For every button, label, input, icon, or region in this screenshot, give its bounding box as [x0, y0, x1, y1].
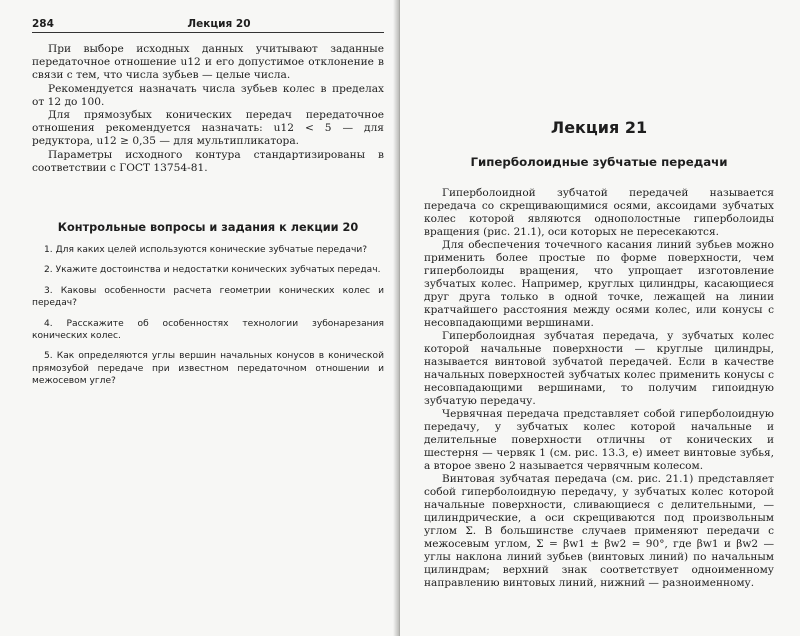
paragraph: Для прямозубых конических передач передаточное отношения рекомендуется назначать: u12 < 5 — для редуктора, u12 ≥ 0,35 — для мультипликатора. [32, 109, 384, 148]
paragraph: Рекомендуется назначать числа зубьев колес в пределах от 12 до 100. [32, 82, 384, 108]
paragraph: Червячная передача представляет собой гиперболоидную передачу, у зубчатых колес которой начальные и делительные поверхности отличны от конических и шестерня — червяк 1 (см. рис. 13.3, е) имеет винтовые зубья, а второе звено 2 называется червячным колесом. [424, 408, 774, 472]
question-item: 5. Как определяются углы вершин начальных конусов в конической прямозубой передаче при известном передаточном отношении и межосевом угле? [32, 351, 384, 387]
paragraph: Параметры исходного контура стандартизированы в соответствии с ГОСТ 13754-81. [32, 148, 384, 174]
page-number: 284 [32, 18, 54, 30]
paragraph: Для обеспечения точечного касания линий зубьев можно применить более простые по форме поверхности, чем гиперболоиды вращения, что упрощает изготовление зубчатых колес. Например, круглых цилиндры, касающиеся друг друга только в одной точке, лежащей на линии кратчайшего расстояния между осями колес, или конусы с несовпадающими вершинами. [424, 239, 774, 329]
question-item: 2. Укажите достоинства и недостатки конических зубчатых передач. [44, 265, 381, 276]
question-item: 4. Расскажите об особенностях технологии зубонарезания конических колес. [32, 318, 384, 342]
question-item: 1. Для каких целей используются конические зубчатые передачи? [44, 245, 368, 256]
paragraph: Гиперболоидной зубчатой передачей называется передача со скрещивающимися осями, аксоидами зубчатых колес которой являются однополостные гиперболоиды вращения (рис. 21.1), оси которых не пересекаются. [424, 187, 774, 238]
running-title: Лекция 20 [187, 18, 251, 30]
questions-heading: Контрольные вопросы и задания к лекции 20 [57, 221, 359, 235]
question-item: 3. Каковы особенности расчета геометрии конических колес и передач? [32, 285, 384, 309]
running-head [32, 18, 384, 33]
lecture-subtitle: Гиперболоидные зубчатые передачи [470, 155, 728, 169]
paragraph: Винтовая зубчатая передача (см. рис. 21.1) представляет собой гиперболоидную передачу, у зубчатых колес которой начальные поверхности, сливающиеся с делительными, — цилиндрические, а оси скрещиваются под произвольным углом Σ. В большинстве случаев применяют передачи с межосевым углом, Σ = βw1 ± βw2 = 90°, где βw1 и βw2 — углы наклона линий зубьев (винтовых линий) по начальным цилиндрам; верхний знак соответствует одноименному направлению винтовых линий, нижний — разноименному. [424, 473, 774, 589]
left-page [0, 0, 398, 636]
right-page [400, 0, 800, 636]
questions-list [32, 244, 384, 388]
paragraph: Гиперболоидная зубчатая передача, у зубчатых колес которой начальные поверхности — круглые цилиндры, называется винтовой зубчатой передачей. Если в качестве начальных поверхностей зубчатых колес применить конусы с несовпадающими вершинами, то получим гипоидную зубчатую передачу. [424, 330, 774, 407]
lecture-title: Лекция 21 [550, 118, 648, 137]
paragraph: При выборе исходных данных учитывают заданные передаточное отношение u12 и его допустимое отклонение в связи с тем, что числа зубьев — целые числа. [32, 43, 384, 82]
